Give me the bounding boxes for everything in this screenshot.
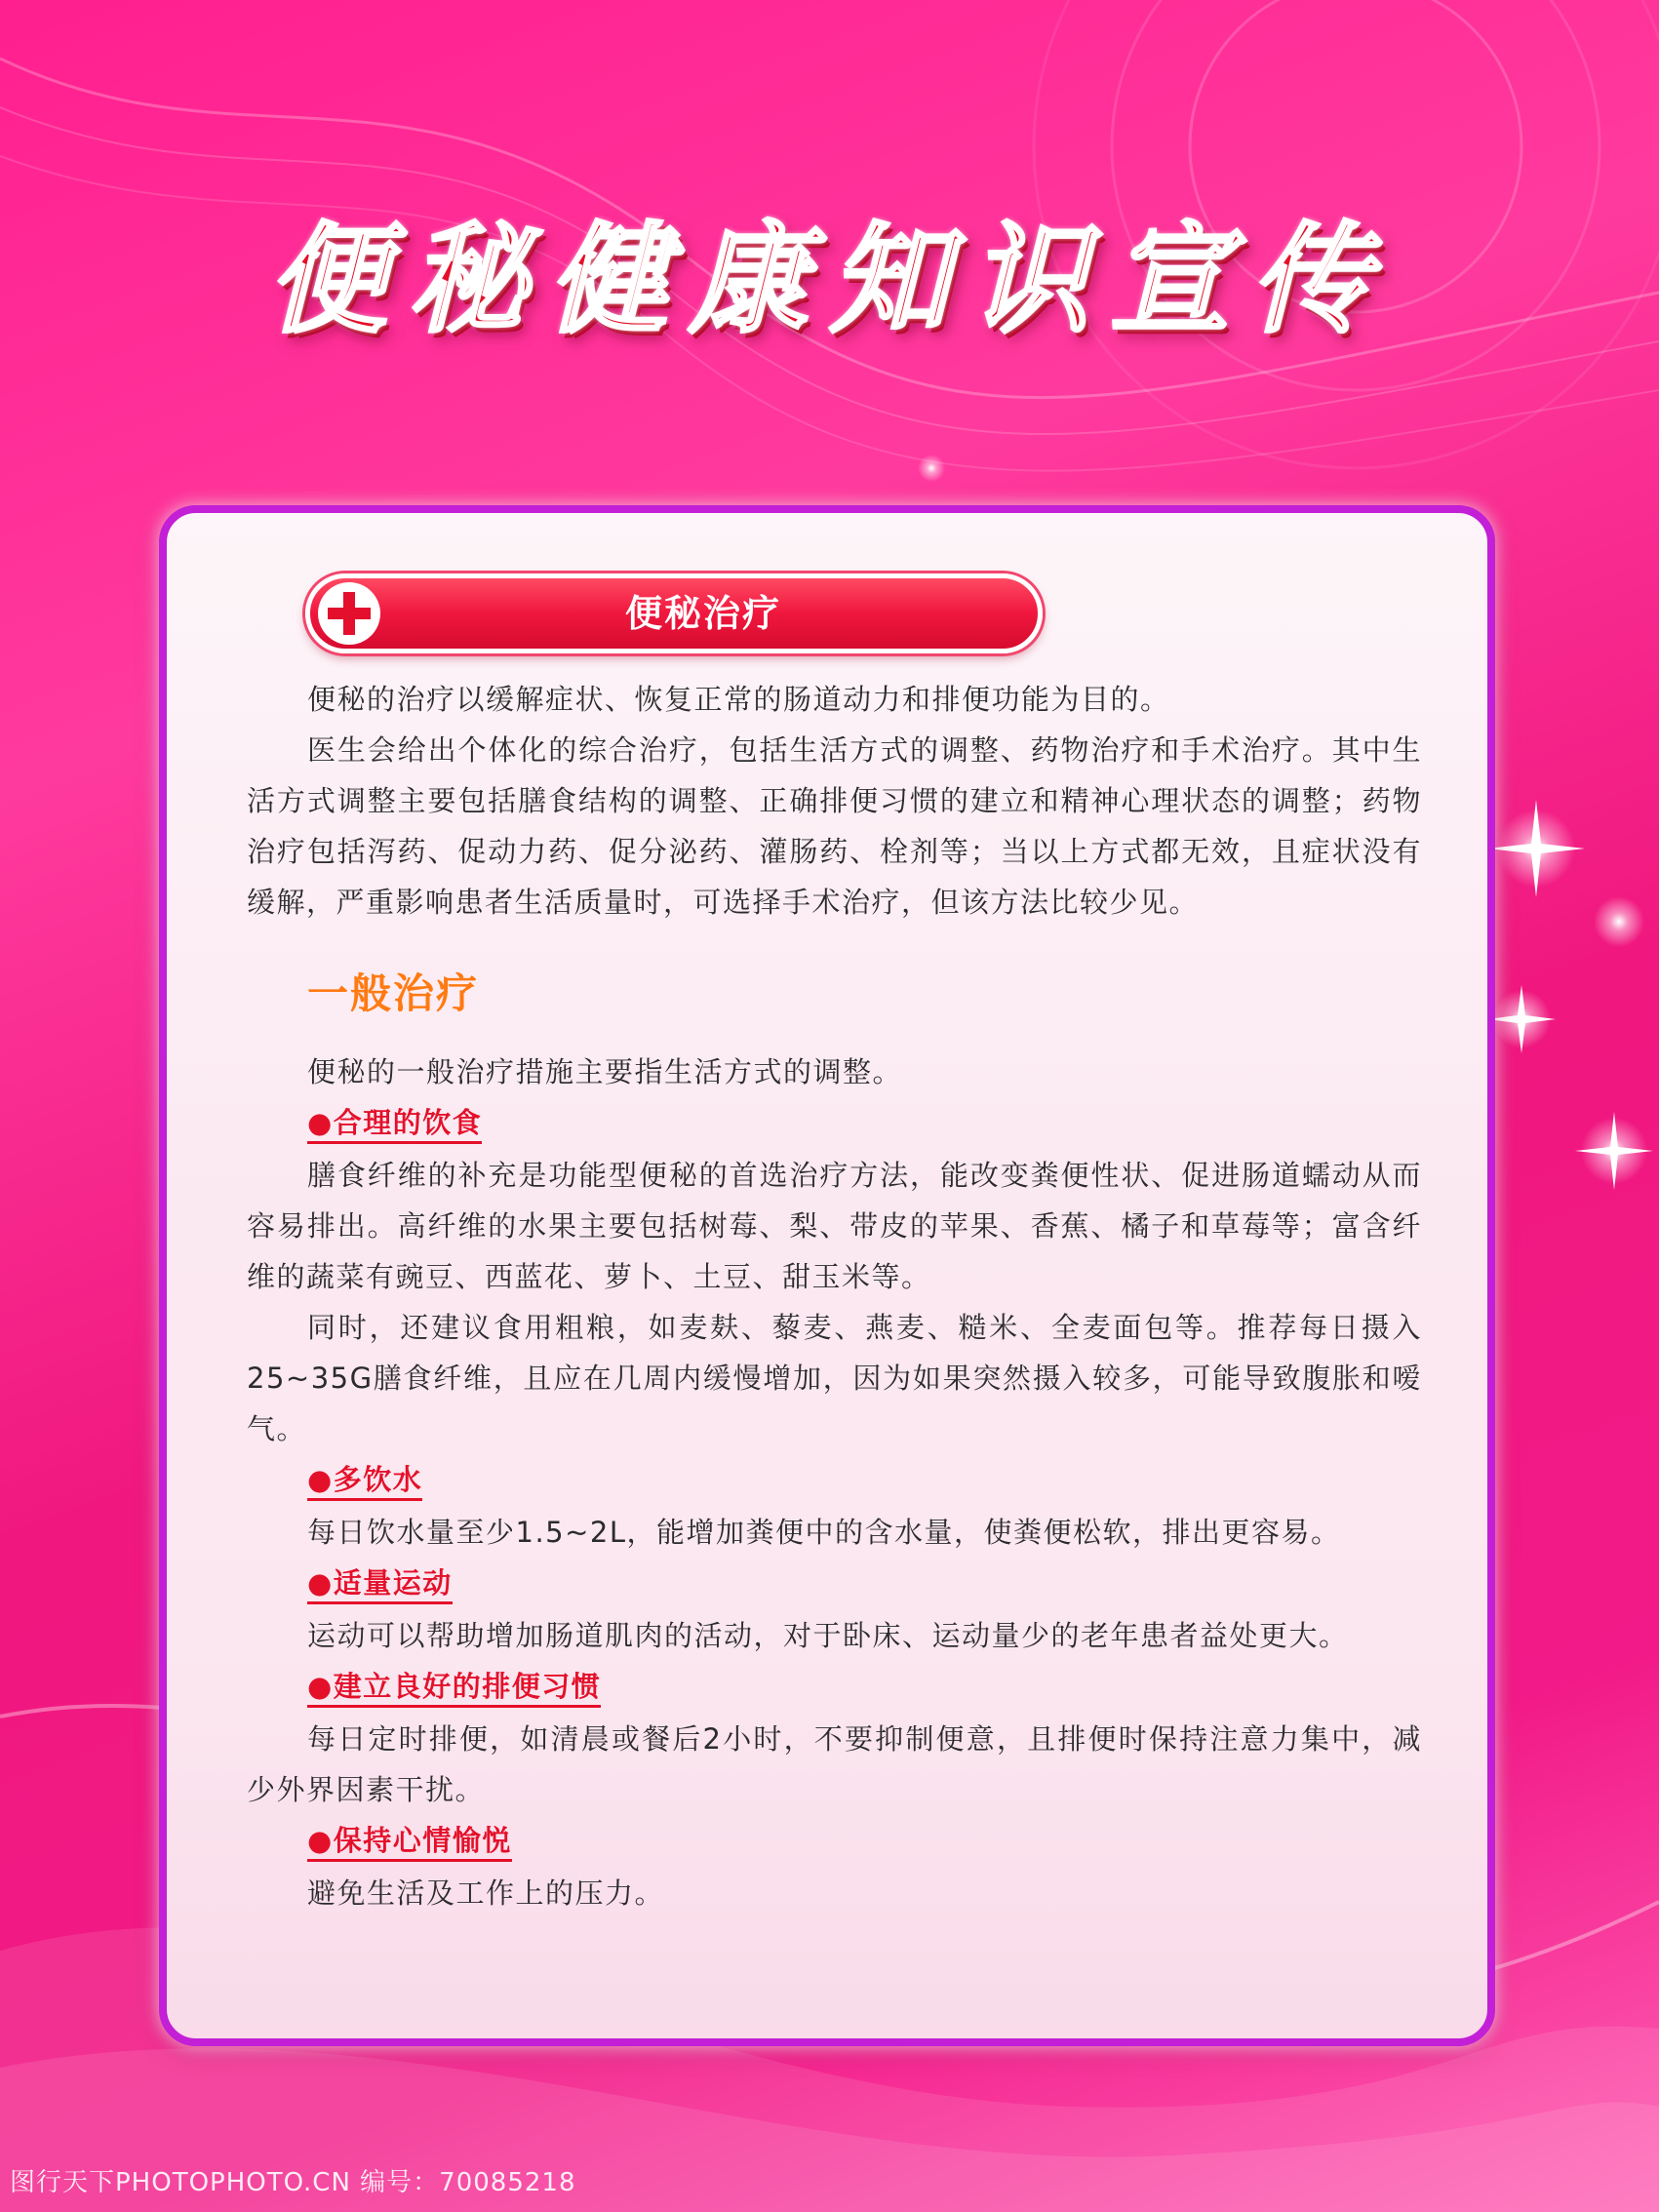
article-body bbox=[247, 674, 1422, 1918]
general-treatment-intro: 便秘的一般治疗措施主要指生活方式的调整。 bbox=[307, 1055, 903, 1088]
red-cross-icon bbox=[318, 582, 380, 645]
section-title: 便秘治疗 bbox=[624, 592, 781, 635]
bullet-heading-exercise: ●适量运动 bbox=[307, 1564, 453, 1604]
sparkle-icon bbox=[1487, 800, 1585, 897]
bullet-heading-mood: ●保持心情愉悦 bbox=[307, 1822, 512, 1862]
intro-paragraph: 医生会给出个体化的综合治疗，包括生活方式的调整、药物治疗和手术治疗。其中生活方式调整主要包括膳食结构的调整、正确排便习惯的建立和精神心理状态的调整；药物治疗包括泻药、促动力药、促分泌药、灌肠药、栓剂等；当以上方式都无效，且症状没有缓解，严重影响患者生活质量时，可选择手术治疗，但该方法比较少见。 bbox=[247, 733, 1422, 919]
intro-paragraph: 便秘的治疗以缓解症状、恢复正常的肠道动力和排便功能为目的。 bbox=[307, 683, 1170, 716]
bullet-paragraph: 运动可以帮助增加肠道肌肉的活动，对于卧床、运动量少的老年患者益处更大。 bbox=[307, 1619, 1349, 1652]
bullet-heading-water: ●多饮水 bbox=[307, 1461, 422, 1501]
section-banner bbox=[305, 573, 1043, 653]
bullet-paragraph: 同时，还建议食用粗粮，如麦麸、藜麦、燕麦、糙米、全麦面包等。推荐每日摄入25~35G膳食纤维，且应在几周内缓慢增加，因为如果突然摄入较多，可能导致腹胀和嗳气。 bbox=[247, 1311, 1422, 1445]
bullet-paragraph: 膳食纤维的补充是功能型便秘的首选治疗方法，能改变粪便性状、促进肠道蠕动从而容易排出。高纤维的水果主要包括树莓、梨、带皮的苹果、香蕉、橘子和草莓等；富含纤维的蔬菜有豌豆、西蓝花、萝卜、土豆、甜玉米等。 bbox=[247, 1159, 1422, 1293]
bullet-paragraph: 避免生活及工作上的压力。 bbox=[307, 1876, 665, 1910]
sparkle-icon bbox=[1594, 896, 1644, 947]
page-title: 便秘健康知识宣传 bbox=[267, 209, 1392, 349]
sparkle-icon bbox=[1575, 1112, 1653, 1190]
content-panel bbox=[159, 505, 1495, 2046]
sparkle-icon bbox=[1487, 985, 1556, 1053]
bullet-heading-habit: ●建立良好的排便习惯 bbox=[307, 1668, 601, 1708]
watermark-text: 图行天下PHOTOPHOTO.CN 编号：70085218 bbox=[10, 2168, 576, 2197]
general-treatment-heading: 一般治疗 bbox=[307, 969, 480, 1017]
sparkle-icon bbox=[918, 454, 945, 482]
bullet-paragraph: 每日定时排便，如清晨或餐后2小时，不要抑制便意，且排便时保持注意力集中，减少外界因素干扰。 bbox=[247, 1722, 1422, 1806]
bullet-paragraph: 每日饮水量至少1.5~2L，能增加粪便中的含水量，使粪便松软，排出更容易。 bbox=[307, 1516, 1341, 1549]
bullet-heading-diet: ●合理的饮食 bbox=[307, 1104, 482, 1144]
